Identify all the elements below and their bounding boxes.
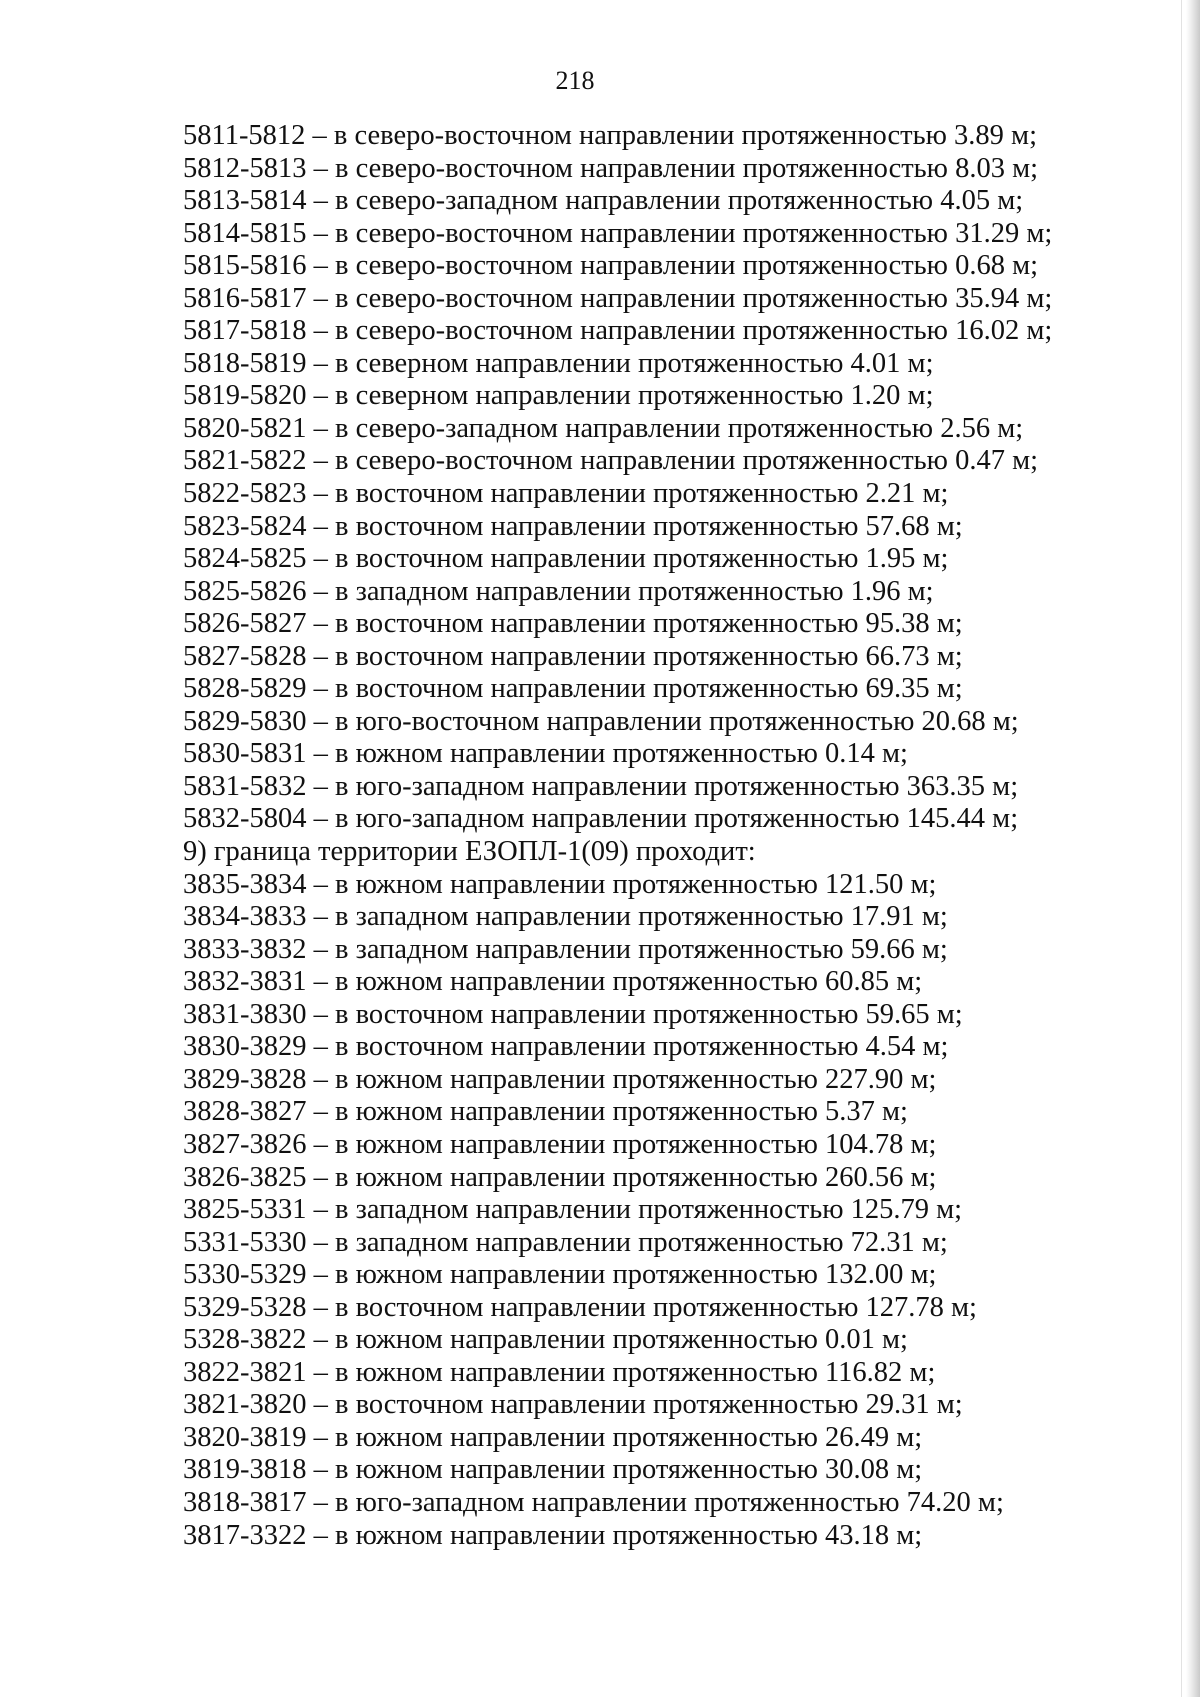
list-item: 5825-5826 – в западном направлении протяженностью 1.96 м; (183, 575, 934, 607)
list-item: 5812-5813 – в северо-восточном направлении протяженностью 8.03 м; (183, 152, 1039, 184)
scan-edge-line (1181, 0, 1182, 1697)
list-item: 5819-5820 – в северном направлении протяженностью 1.20 м; (183, 380, 934, 412)
list-item: 3833-3832 – в западном направлении протяженностью 59.66 м; (183, 933, 948, 965)
list-item: 3822-3821 – в южном направлении протяженностью 116.82 м; (183, 1356, 936, 1388)
list-item: 3818-3817 – в юго-западном направлении протяженностью 74.20 м; (183, 1486, 1004, 1518)
list-item: 5813-5814 – в северо-западном направлении протяженностью 4.05 м; (183, 185, 1024, 217)
list-item: 5814-5815 – в северо-восточном направлении протяженностью 31.29 м; (183, 217, 1053, 249)
list-item: 5820-5821 – в северо-западном направлении протяженностью 2.56 м; (183, 412, 1024, 444)
list-item: 5330-5329 – в южном направлении протяженностью 132.00 м; (183, 1259, 937, 1291)
list-item: 5818-5819 – в северном направлении протяженностью 4.01 м; (183, 347, 934, 379)
list-item: 3832-3831 – в южном направлении протяженностью 60.85 м; (183, 966, 923, 998)
list-item: 5816-5817 – в северо-восточном направлении протяженностью 35.94 м; (183, 282, 1053, 314)
list-item: 5828-5829 – в восточном направлении протяженностью 69.35 м; (183, 673, 963, 705)
list-item: 3825-5331 – в западном направлении протяженностью 125.79 м; (183, 1194, 963, 1226)
list-item: 3831-3830 – в восточном направлении протяженностью 59.65 м; (183, 998, 963, 1030)
list-item: 3826-3825 – в южном направлении протяженностью 260.56 м; (183, 1161, 937, 1193)
list-item: 5832-5804 – в юго-западном направлении протяженностью 145.44 м; (183, 803, 1019, 835)
list-item: 3828-3827 – в южном направлении протяженностью 5.37 м; (183, 1096, 908, 1128)
list-item: 5827-5828 – в восточном направлении протяженностью 66.73 м; (183, 640, 963, 672)
list-item: 3829-3828 – в южном направлении протяженностью 227.90 м; (183, 1063, 937, 1095)
list-item: 5829-5830 – в юго-восточном направлении протяженностью 20.68 м; (183, 705, 1019, 737)
list-item: 3819-3818 – в южном направлении протяженностью 30.08 м; (183, 1454, 923, 1486)
list-item: 5826-5827 – в восточном направлении протяженностью 95.38 м; (183, 608, 963, 640)
section-heading: 9) граница территории ЕЗОПЛ-1(09) проходит: (183, 836, 756, 868)
list-item: 5815-5816 – в северо-восточном направлении протяженностью 0.68 м; (183, 250, 1039, 282)
page-number: 218 (555, 66, 595, 95)
list-item: 3820-3819 – в южном направлении протяженностью 26.49 м; (183, 1421, 923, 1453)
list-item: 5831-5832 – в юго-западном направлении протяженностью 363.35 м; (183, 770, 1019, 802)
list-item: 5328-3822 – в южном направлении протяженностью 0.01 м; (183, 1324, 908, 1356)
list-item: 3835-3834 – в южном направлении протяженностью 121.50 м; (183, 868, 937, 900)
list-item: 3827-3826 – в южном направлении протяженностью 104.78 м; (183, 1128, 937, 1160)
list-item: 5329-5328 – в восточном направлении протяженностью 127.78 м; (183, 1291, 977, 1323)
list-item: 3834-3833 – в западном направлении протяженностью 17.91 м; (183, 901, 948, 933)
list-item: 5331-5330 – в западном направлении протяженностью 72.31 м; (183, 1226, 948, 1258)
list-item: 5817-5818 – в северо-восточном направлении протяженностью 16.02 м; (183, 315, 1053, 347)
boundary-description-list (183, 120, 1090, 1552)
list-item: 3817-3322 – в южном направлении протяженностью 43.18 м; (183, 1519, 923, 1551)
list-item: 3830-3829 – в восточном направлении протяженностью 4.54 м; (183, 1031, 949, 1063)
list-item: 5823-5824 – в восточном направлении протяженностью 57.68 м; (183, 510, 963, 542)
scan-edge-shadow (1186, 0, 1200, 1697)
list-item: 5821-5822 – в северо-восточном направлении протяженностью 0.47 м; (183, 445, 1039, 477)
list-item: 5811-5812 – в северо-восточном направлении протяженностью 3.89 м; (183, 120, 1037, 151)
list-item: 5824-5825 – в восточном направлении протяженностью 1.95 м; (183, 543, 949, 575)
list-item: 3821-3820 – в восточном направлении протяженностью 29.31 м; (183, 1389, 963, 1421)
list-item: 5822-5823 – в восточном направлении протяженностью 2.21 м; (183, 478, 949, 510)
list-item: 5830-5831 – в южном направлении протяженностью 0.14 м; (183, 738, 908, 770)
